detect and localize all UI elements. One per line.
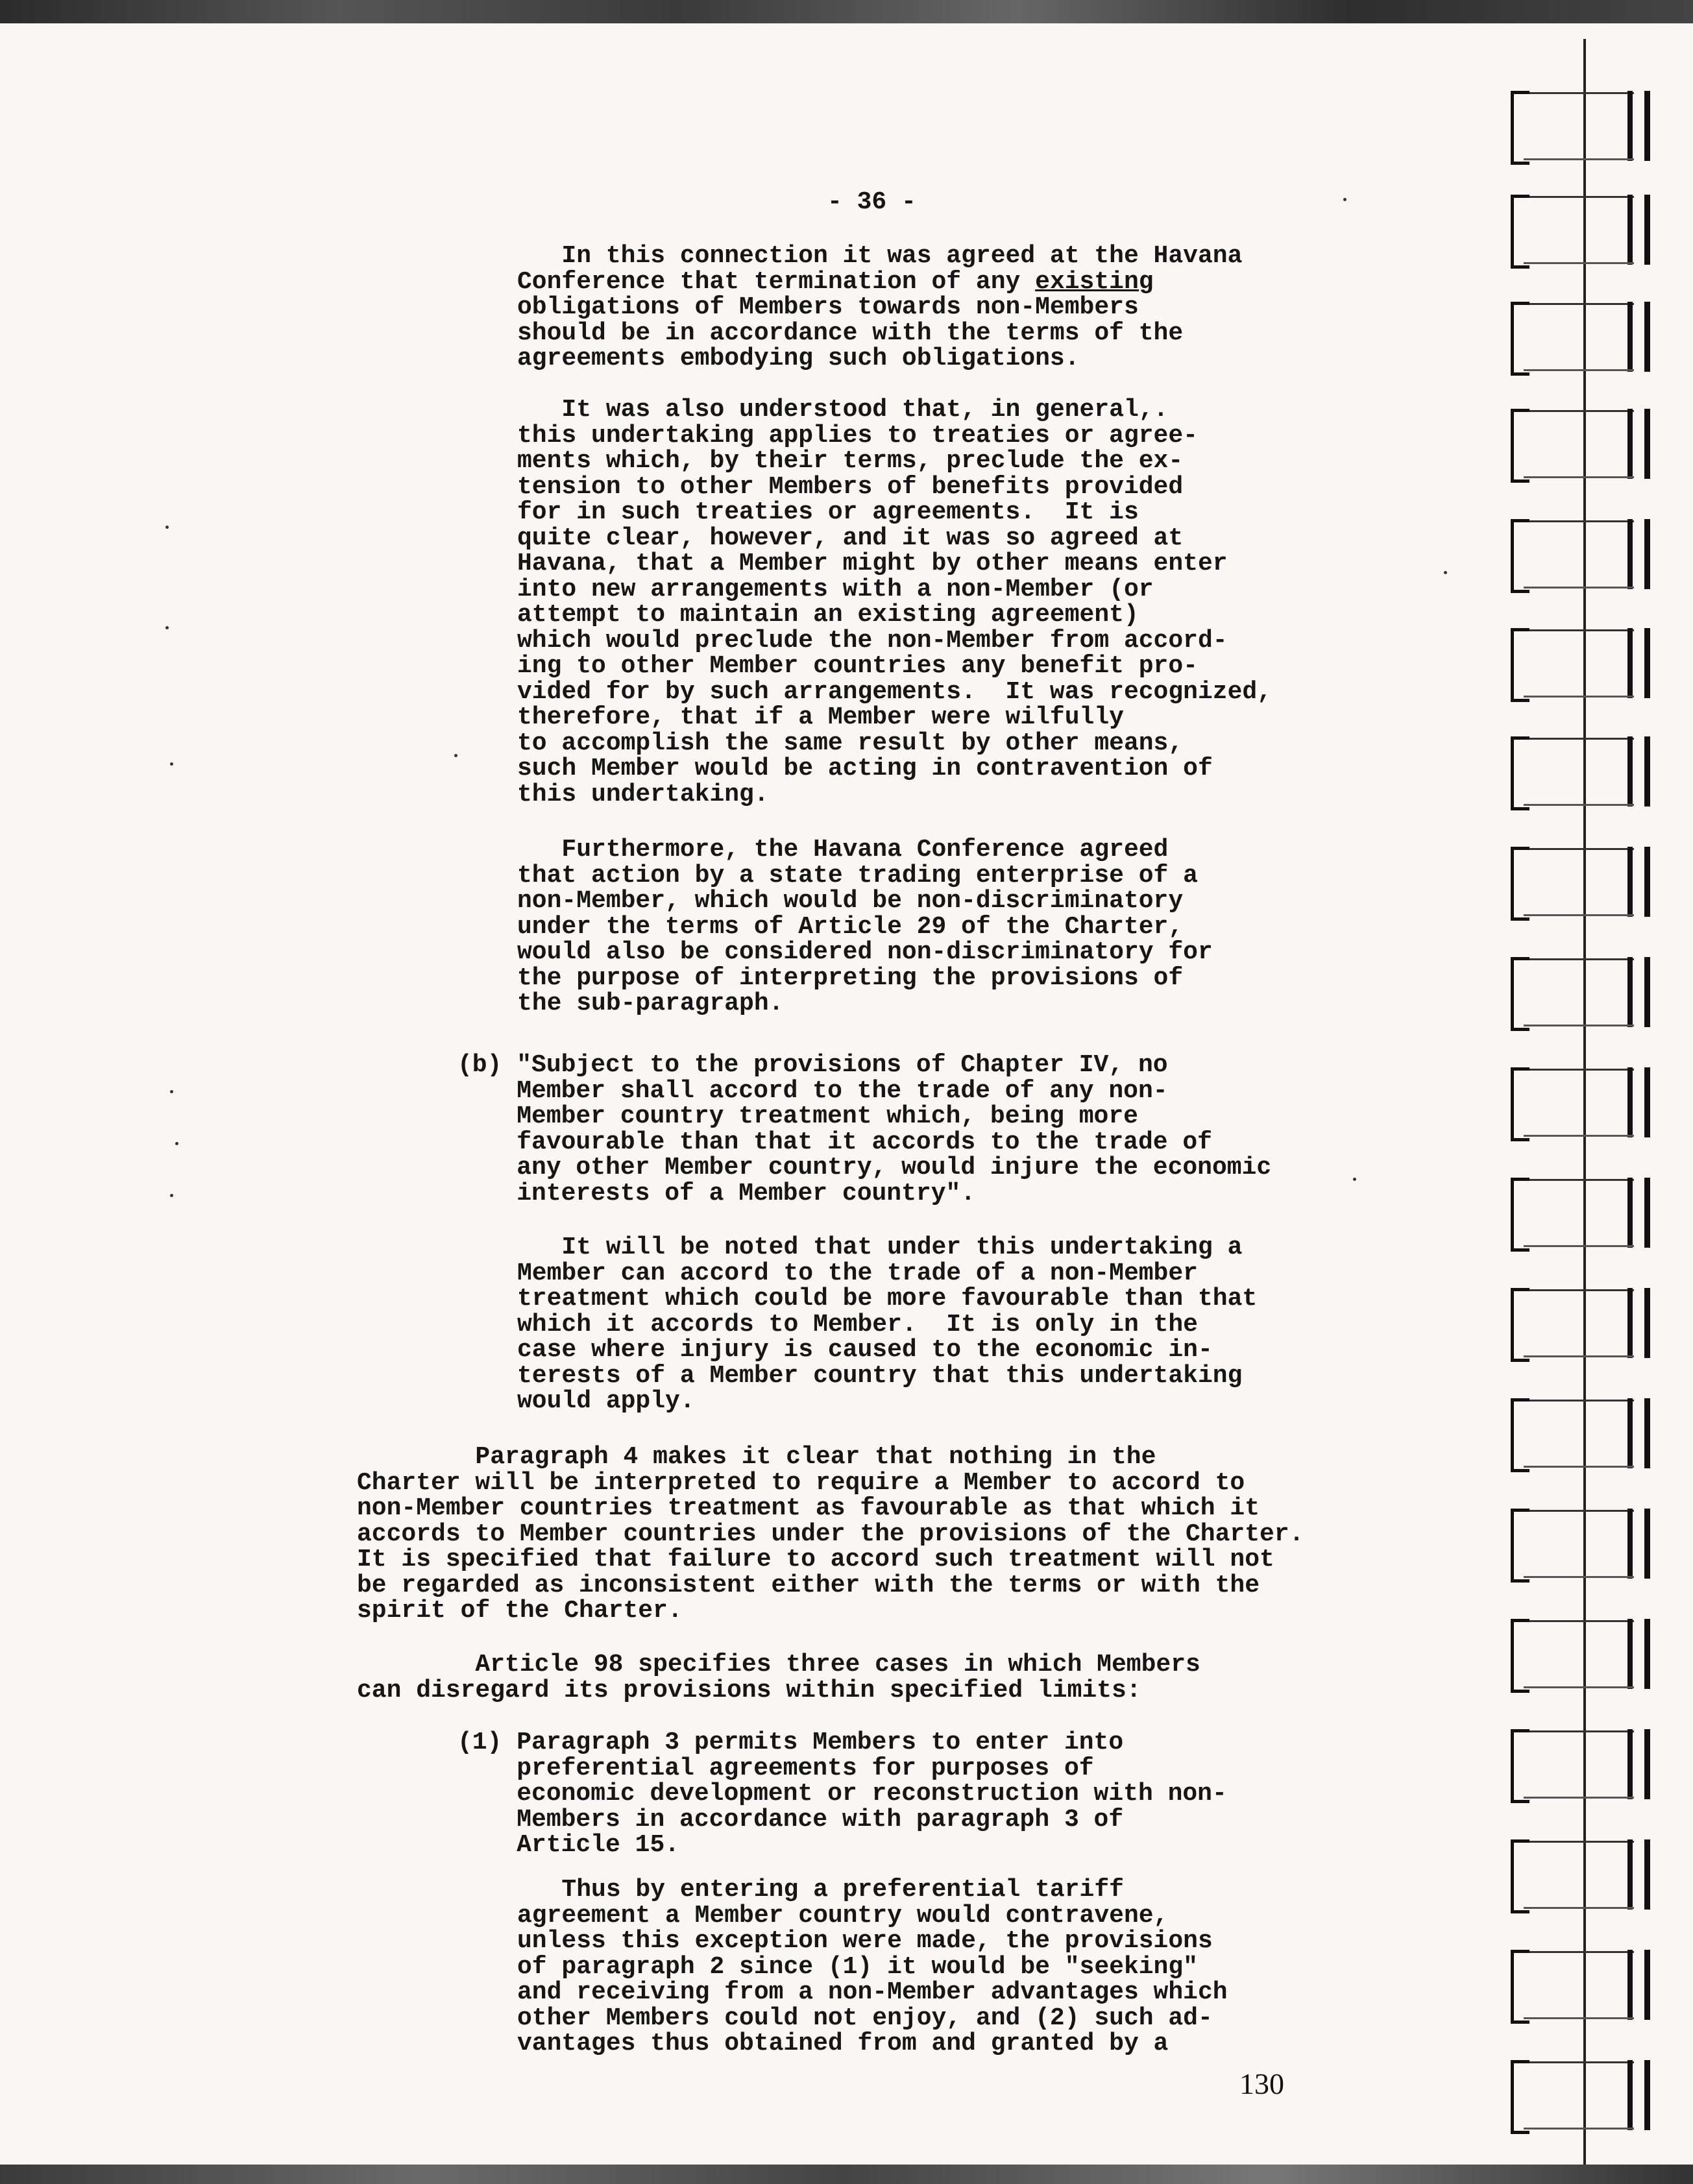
scan-speck (175, 1142, 178, 1145)
binding-ring (1511, 1729, 1650, 1801)
scan-speck (165, 526, 169, 529)
line: to accomplish the same result by other means, (517, 729, 1184, 757)
scan-edge-bottom (0, 2165, 1693, 2184)
line: quite clear, however, and it was so agreed at (517, 524, 1184, 552)
line: unless this exception were made, the provisions (517, 1927, 1213, 1955)
line: preferential agreements for purposes of (457, 1754, 1094, 1782)
line: obligations of Members towards non-Members (517, 293, 1139, 321)
paragraph-block-7 (357, 1652, 1200, 1703)
line: Charter will be interpreted to require a Member to accord to (357, 1468, 1245, 1497)
line: agreements embodying such obligations. (517, 345, 1080, 372)
line: Member shall accord to the trade of any non- (457, 1076, 1168, 1105)
line: Paragraph 4 makes it clear that nothing in the (357, 1443, 1156, 1471)
binding-ring (1511, 628, 1650, 699)
line: tension to other Members of benefits provided (517, 472, 1184, 501)
line: spirit of the Charter. (357, 1597, 683, 1625)
line: attempt to maintain an existing agreement) (517, 601, 1139, 629)
binding-ring (1511, 91, 1650, 162)
line: It will be noted that under this undertaking a (517, 1233, 1243, 1261)
scan-speck (170, 762, 173, 766)
paragraph-block-2 (517, 397, 1272, 807)
line: any other Member country, would injure the economic (457, 1154, 1272, 1182)
line: It is specified that failure to accord such treatment will not (357, 1546, 1274, 1573)
scan-edge-top (0, 0, 1693, 23)
paragraph-block-8 (457, 1730, 1227, 1858)
line: this undertaking applies to treaties or agree- (517, 421, 1198, 450)
line: the sub-paragraph. (517, 989, 784, 1017)
scan-speck (170, 1090, 173, 1093)
paragraph-block-1 (517, 243, 1242, 372)
line: would also be considered non-discriminatory for (517, 938, 1213, 966)
scan-speck (165, 626, 169, 629)
line: be regarded as inconsistent either with the terms or with the (357, 1571, 1260, 1599)
line: Member can accord to the trade of a non-Member (517, 1259, 1198, 1287)
line: under the terms of Article 29 of the Charter, (517, 912, 1184, 941)
scan-speck (454, 754, 457, 757)
binding-ring (1511, 1398, 1650, 1470)
line: Furthermore, the Havana Conference agreed (517, 836, 1169, 864)
line: ments which, by their terms, preclude the ex- (517, 447, 1184, 475)
paragraph-block-5 (517, 1235, 1257, 1414)
line: (b) "Subject to the provisions of Chapter IV, no (457, 1051, 1168, 1079)
line: treatment which could be more favourable than that (517, 1285, 1258, 1313)
line: other Members could not enjoy, and (2) such ad- (517, 2004, 1213, 2032)
page-header: - 36 - (827, 188, 916, 216)
line: Havana, that a Member might by other means enter (517, 550, 1228, 577)
line: vantages thus obtained from and granted by a (517, 2030, 1169, 2057)
line: therefore, that if a Member were wilfully (517, 703, 1124, 731)
binding-ring (1511, 847, 1650, 918)
line: Thus by entering a preferential tariff (517, 1876, 1124, 1904)
line: ing to other Member countries any benefit pro- (517, 652, 1198, 680)
line: In this connection it was agreed at the Havana (517, 242, 1243, 270)
line: agreement a Member country would contravene, (517, 1901, 1169, 1930)
line: accords to Member countries under the provisions of the Charter. (357, 1520, 1304, 1548)
binding-ring (1511, 1288, 1650, 1359)
paragraph-block-3 (517, 837, 1213, 1017)
binding-ring (1511, 302, 1650, 373)
binding-ring (1511, 195, 1650, 266)
line: would apply. (517, 1387, 695, 1415)
line: for in such treaties or agreements. It is (517, 498, 1139, 526)
spiral-binding (1505, 39, 1655, 2167)
binding-ring (1511, 1950, 1650, 2021)
scan-speck (1353, 1178, 1356, 1181)
line: which it accords to Member. It is only in the (517, 1310, 1198, 1339)
binding-ring (1511, 409, 1650, 480)
line: Members in accordance with paragraph 3 of (457, 1805, 1124, 1834)
line: favourable than that it accords to the trade of (457, 1128, 1212, 1156)
line: that action by a state trading enterprise of a (517, 861, 1198, 890)
line: the purpose of interpreting the provisions of (517, 964, 1184, 992)
binding-ring (1511, 1619, 1650, 1690)
scan-speck (1343, 198, 1346, 201)
line: into new arrangements with a non-Member (or (517, 575, 1154, 603)
line: economic development or reconstruction with non- (457, 1780, 1227, 1808)
binding-ring (1511, 1067, 1650, 1139)
line: should be in accordance with the terms of the (517, 319, 1184, 347)
scan-speck (170, 1194, 173, 1197)
line: which would preclude the non-Member from accord- (517, 626, 1228, 655)
line: Member country treatment which, being more (457, 1102, 1138, 1130)
line: Article 98 specifies three cases in which Members (357, 1651, 1200, 1679)
paragraph-block-9 (517, 1877, 1228, 2057)
line: and receiving from a non-Member advantages which (517, 1978, 1228, 2006)
line: non-Member, which would be non-discriminatory (517, 887, 1184, 915)
line: vided for by such arrangements. It was recognized, (517, 677, 1272, 706)
line: can disregard its provisions within specified limits: (357, 1676, 1141, 1705)
binding-ring (1511, 957, 1650, 1028)
line: terests of a Member country that this undertaking (517, 1361, 1243, 1390)
line: interests of a Member country". (457, 1179, 976, 1207)
page-number: 130 (1239, 2067, 1284, 2100)
line: Conference that termination of any existing (517, 267, 1154, 296)
line: of paragraph 2 since (1) it would be "seeking" (517, 1952, 1198, 1981)
scan-speck (1444, 571, 1447, 574)
line: this undertaking. (517, 780, 769, 808)
binding-ring (1511, 1509, 1650, 1580)
paragraph-block-6 (357, 1444, 1304, 1624)
binding-ring (1511, 736, 1650, 808)
binding-ring (1511, 2060, 1650, 2131)
binding-ring (1511, 1839, 1650, 1911)
line: Article 15. (457, 1831, 680, 1859)
line: case where injury is caused to the economic in- (517, 1336, 1213, 1364)
binding-ring (1511, 1178, 1650, 1249)
paragraph-block-4 (457, 1052, 1271, 1206)
line: It was also understood that, in general,. (517, 396, 1169, 424)
line: such Member would be acting in contravention of (517, 755, 1213, 783)
line: non-Member countries treatment as favourable as that which it (357, 1494, 1260, 1522)
line: (1) Paragraph 3 permits Members to enter into (457, 1729, 1124, 1756)
binding-ring (1511, 519, 1650, 590)
